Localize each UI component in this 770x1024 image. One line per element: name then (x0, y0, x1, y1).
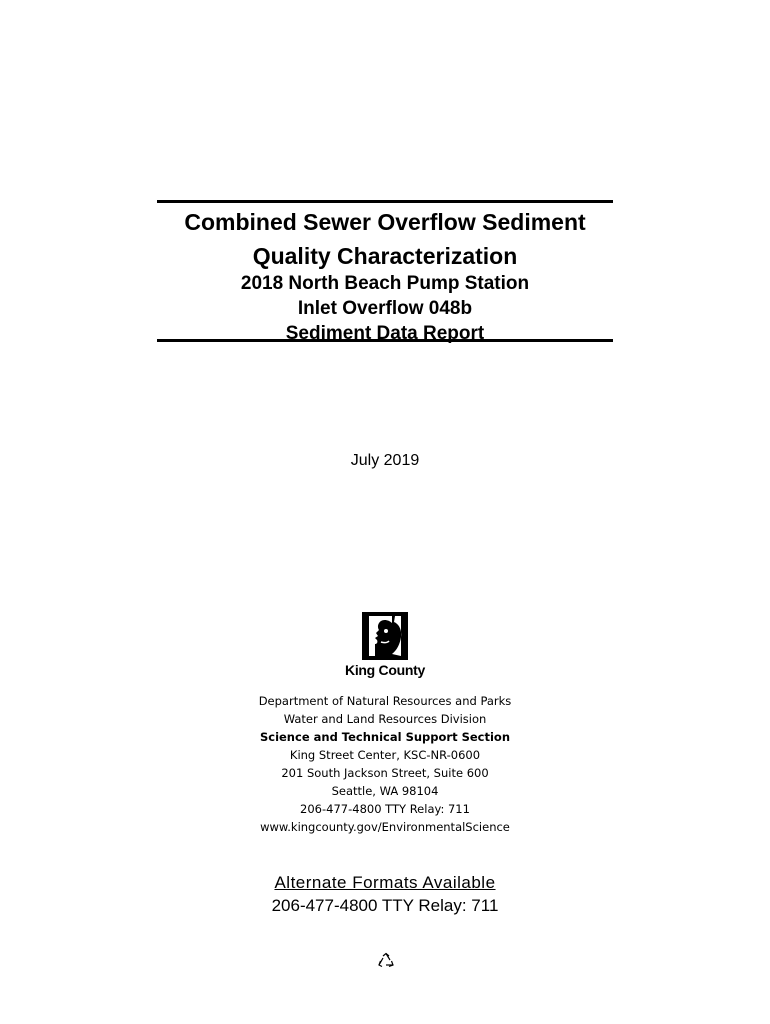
report-subtitle-line-2: Inlet Overflow 048b (297, 298, 473, 319)
king-county-logo-icon (362, 612, 408, 660)
division-name: Water and Land Resources Division (283, 712, 487, 726)
alternate-formats-block (0, 871, 770, 917)
title-block (157, 200, 613, 342)
section-name: Science and Technical Support Section (259, 730, 511, 744)
report-title-line-1: Combined Sewer Overflow Sediment (184, 209, 586, 235)
recycle-icon (377, 952, 395, 970)
alternate-formats-heading: Alternate Formats Available (274, 873, 496, 892)
city-state-zip: Seattle, WA 98104 (331, 784, 439, 798)
building-name: King Street Center, KSC-NR-0600 (289, 748, 481, 762)
department-name: Department of Natural Resources and Parks (258, 694, 512, 708)
street-address: 201 South Jackson Street, Suite 600 (281, 766, 489, 780)
report-date: July 2019 (350, 452, 420, 469)
report-title-line-2: Quality Characterization (252, 243, 518, 269)
website-url: www.kingcounty.gov/EnvironmentalScience (260, 820, 510, 834)
king-county-logo (0, 612, 770, 678)
king-county-logo-text: King County (345, 662, 425, 678)
alternate-formats-contact: 206-477-4800 TTY Relay: 711 (271, 896, 499, 915)
phone-number: 206-477-4800 TTY Relay: 711 (300, 802, 470, 816)
report-subtitle-line-3: Sediment Data Report (285, 323, 485, 344)
contact-address-block (0, 692, 770, 836)
report-subtitle-line-1: 2018 North Beach Pump Station (240, 273, 530, 294)
